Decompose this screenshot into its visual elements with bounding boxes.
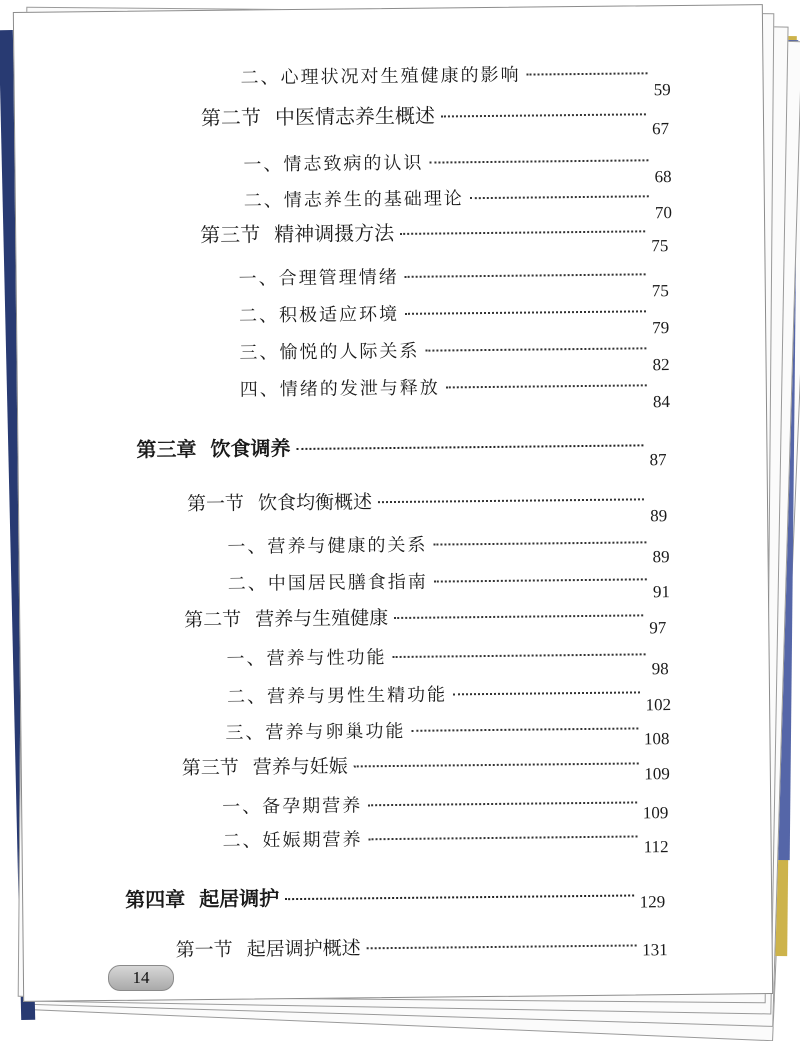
leader-dots bbox=[367, 944, 636, 949]
toc-page-number: 84 bbox=[652, 392, 671, 412]
toc-item-label: 一、情志致病的认识 bbox=[243, 152, 424, 176]
toc-item[interactable] bbox=[222, 822, 669, 857]
section-title: 营养与妊娠 bbox=[252, 755, 348, 779]
leader-dots bbox=[425, 347, 646, 351]
leader-dots bbox=[434, 578, 647, 582]
toc-page-number: 59 bbox=[653, 80, 671, 100]
toc-page bbox=[13, 4, 773, 1002]
toc-item[interactable] bbox=[240, 59, 671, 100]
toc-section[interactable] bbox=[200, 214, 669, 256]
leader-dots bbox=[369, 835, 638, 840]
toc-item-label: 一、备孕期营养 bbox=[222, 795, 363, 818]
toc-item[interactable] bbox=[225, 714, 670, 749]
section-title: 起居调护概述 bbox=[246, 937, 361, 961]
chapter-number: 第四章 bbox=[125, 887, 186, 912]
toc-section[interactable] bbox=[181, 748, 670, 784]
leader-dots bbox=[354, 762, 638, 767]
toc-item-label: 二、情志养生的基础理论 bbox=[243, 188, 464, 212]
toc-page-number: 131 bbox=[642, 940, 668, 960]
toc-item[interactable] bbox=[226, 678, 672, 715]
toc-page-number: 109 bbox=[644, 764, 670, 784]
leader-dots bbox=[296, 444, 643, 450]
toc-page-number: 89 bbox=[652, 547, 670, 567]
leader-dots bbox=[285, 895, 634, 901]
toc-item-label: 三、营养与卵巢功能 bbox=[225, 720, 406, 744]
toc-page-number: 91 bbox=[652, 582, 671, 602]
toc-section[interactable] bbox=[176, 930, 668, 962]
toc-section[interactable] bbox=[184, 600, 667, 638]
section-number: 第二节 bbox=[200, 105, 262, 130]
toc-item[interactable] bbox=[238, 260, 669, 301]
leader-dots bbox=[453, 691, 640, 695]
leader-dots bbox=[429, 159, 648, 163]
toc-item-label: 四、情绪的发泄与释放 bbox=[239, 377, 440, 401]
toc-item[interactable] bbox=[227, 565, 671, 602]
chapter-title: 起居调护 bbox=[199, 886, 280, 912]
toc-page-number: 129 bbox=[639, 892, 666, 912]
toc-page-number: 79 bbox=[652, 318, 670, 338]
leader-dots bbox=[411, 727, 638, 731]
leader-dots bbox=[441, 113, 646, 117]
leader-dots bbox=[470, 195, 649, 199]
toc-page-number: 70 bbox=[654, 203, 673, 223]
toc-chapter[interactable] bbox=[136, 428, 667, 470]
toc-item-label: 二、营养与男性生精功能 bbox=[226, 684, 448, 708]
toc-item[interactable] bbox=[238, 297, 670, 338]
section-title: 营养与生殖健康 bbox=[255, 607, 389, 631]
toc-item[interactable] bbox=[222, 788, 669, 823]
chapter-title: 饮食调养 bbox=[210, 436, 291, 461]
toc-item-label: 三、愉悦的人际关系 bbox=[239, 340, 420, 364]
toc-chapter[interactable] bbox=[125, 878, 665, 913]
leader-dots bbox=[405, 310, 646, 315]
toc-item[interactable] bbox=[239, 371, 671, 412]
leader-dots bbox=[378, 498, 644, 503]
toc-page-number: 112 bbox=[643, 837, 669, 857]
toc-page-number: 108 bbox=[643, 729, 670, 749]
section-title: 精神调摄方法 bbox=[274, 220, 395, 247]
leader-dots bbox=[527, 72, 648, 75]
leader-dots bbox=[405, 273, 646, 278]
section-number: 第一节 bbox=[186, 492, 245, 516]
section-title: 中医情志养生概述 bbox=[274, 103, 436, 130]
toc-item-label: 二、心理状况对生殖健康的影响 bbox=[240, 64, 521, 89]
leader-dots bbox=[394, 614, 643, 619]
toc-page-number: 82 bbox=[652, 355, 670, 375]
leader-dots bbox=[393, 653, 646, 658]
section-number: 第三节 bbox=[200, 222, 261, 248]
section-number: 第一节 bbox=[175, 938, 233, 962]
toc-page-number: 67 bbox=[651, 119, 670, 139]
toc-page-number: 87 bbox=[649, 450, 667, 470]
toc-item[interactable] bbox=[227, 528, 670, 567]
toc-item-label: 二、积极适应环境 bbox=[238, 303, 400, 327]
toc-page-number: 109 bbox=[642, 803, 669, 823]
toc-page-number: 98 bbox=[651, 659, 669, 679]
toc-section[interactable] bbox=[200, 97, 670, 139]
toc-item-label: 二、中国居民膳食指南 bbox=[227, 571, 428, 595]
leader-dots bbox=[368, 801, 637, 806]
toc-section[interactable] bbox=[186, 484, 668, 526]
section-number: 第三节 bbox=[181, 756, 239, 780]
toc-item-label: 二、妊娠期营养 bbox=[222, 829, 363, 852]
toc-page-number: 68 bbox=[654, 167, 672, 187]
leader-dots bbox=[433, 541, 646, 545]
section-number: 第二节 bbox=[184, 608, 242, 632]
toc-item[interactable] bbox=[243, 182, 673, 223]
toc-page-number: 97 bbox=[649, 618, 667, 638]
toc-item-label: 一、营养与性功能 bbox=[226, 647, 387, 670]
toc-item[interactable] bbox=[226, 640, 669, 679]
leader-dots bbox=[400, 230, 645, 235]
toc-item[interactable] bbox=[243, 146, 672, 187]
chapter-number: 第三章 bbox=[136, 437, 197, 462]
toc-item[interactable] bbox=[239, 334, 670, 375]
toc-page-number: 75 bbox=[651, 236, 669, 256]
toc-item-label: 一、合理管理情绪 bbox=[238, 266, 399, 290]
toc-item-label: 一、营养与健康的关系 bbox=[227, 534, 428, 558]
toc-page-number: 102 bbox=[645, 695, 672, 715]
toc-page-number: 75 bbox=[651, 281, 669, 301]
toc-page-number: 89 bbox=[650, 506, 668, 526]
section-title: 饮食均衡概述 bbox=[257, 491, 373, 515]
page-number-badge: 14 bbox=[108, 965, 174, 991]
leader-dots bbox=[446, 384, 647, 388]
